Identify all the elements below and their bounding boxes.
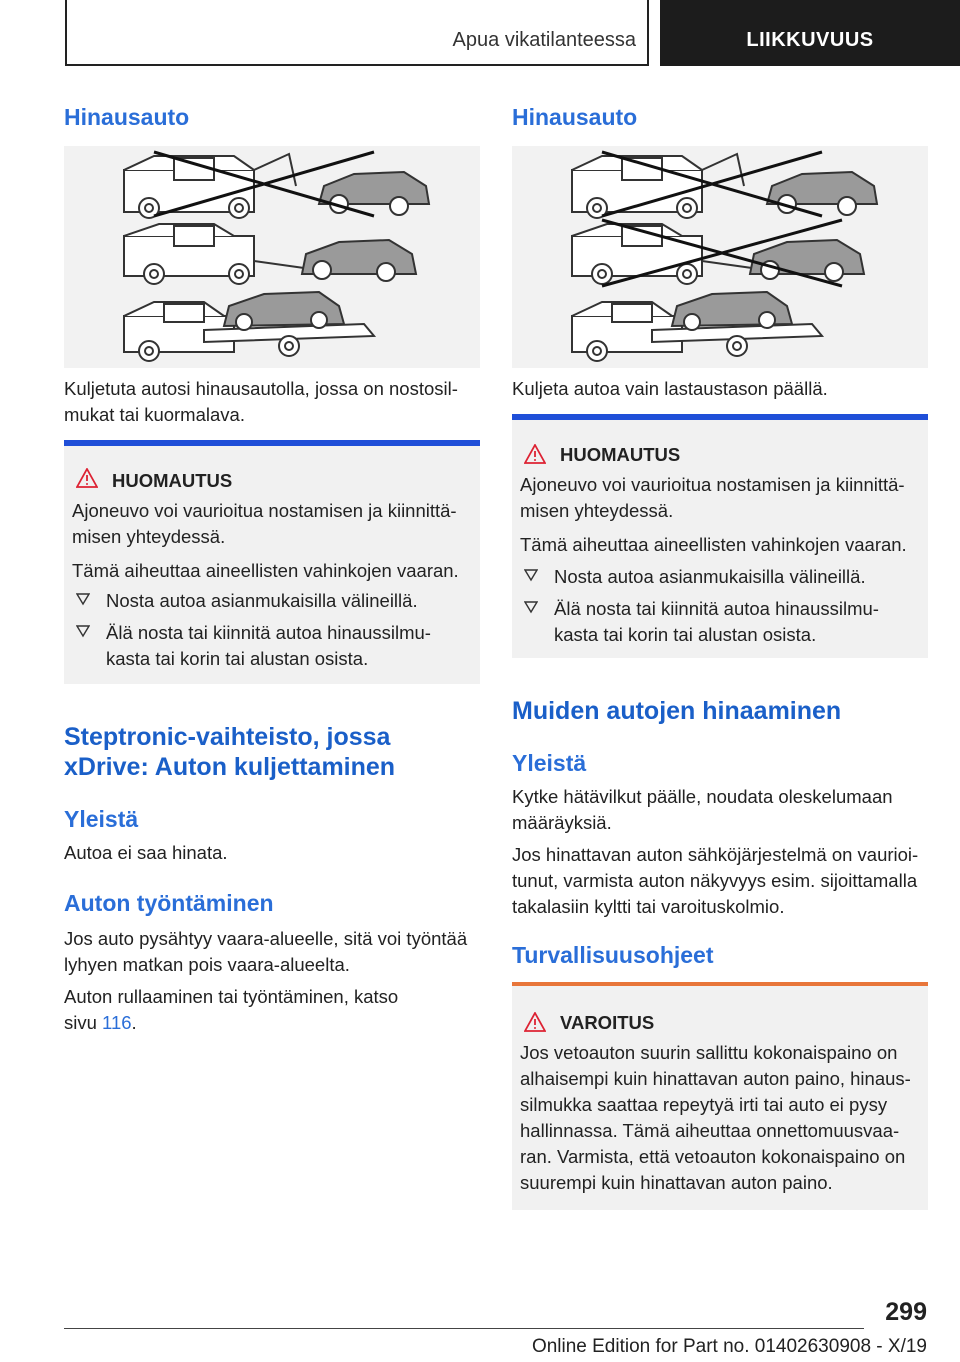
right-general-p2-line1: Jos hinattavan auton sähköjärjestelmä on vaurioi- bbox=[512, 844, 919, 865]
right-warning-box bbox=[512, 982, 928, 1210]
left-general-heading: Yleistä bbox=[64, 806, 139, 832]
warning-text bbox=[520, 1040, 918, 1196]
notice-text-1 bbox=[72, 498, 470, 550]
warning-line2: alhaisempi kuin hinattavan auton paino, hinaus- bbox=[520, 1068, 911, 1089]
left-push-p2-end: . bbox=[131, 1012, 137, 1033]
warning-line1: Jos vetoauton suurin sallittu kokonaispaino on bbox=[520, 1042, 898, 1063]
notice-bullet-1-text: Nosta autoa asianmukaisilla välineillä. bbox=[554, 566, 866, 587]
notice-bullet-2-line1: Älä nosta tai kiinnitä autoa hinaussilmu- bbox=[106, 622, 431, 643]
right-safety-heading: Turvallisuusohjeet bbox=[512, 942, 714, 968]
left-section-title bbox=[64, 722, 480, 782]
right-general-paragraph-1 bbox=[512, 784, 928, 836]
footer-rule bbox=[64, 1328, 864, 1329]
warning-bar bbox=[512, 982, 928, 986]
left-heading-tow-truck: Hinausauto bbox=[64, 104, 190, 130]
tow-truck-illustration bbox=[64, 146, 480, 368]
notice-text-1-line2: misen yhteydessä. bbox=[72, 526, 226, 547]
bullet-triangle-icon bbox=[76, 592, 90, 606]
left-push-heading: Auton työntäminen bbox=[64, 890, 274, 916]
warning-triangle-icon bbox=[524, 444, 546, 464]
notice-title: HUOMAUTUS bbox=[112, 470, 233, 491]
right-section-title: Muiden autojen hinaaminen bbox=[512, 697, 842, 725]
right-general-p2-line3: takalasiin kyltti tai varoituskolmio. bbox=[512, 896, 785, 917]
left-push-p2-sivu: sivu bbox=[64, 1012, 97, 1033]
bullet-triangle-icon bbox=[76, 624, 90, 638]
edition-footer: Online Edition for Part no. 01402630908 - X/19 bbox=[531, 1336, 927, 1357]
right-notice-box bbox=[512, 414, 928, 658]
header-chapter-tab[interactable]: LIIKKUVUUS bbox=[660, 0, 960, 66]
warning-line6: suurempi kuin hinattavan auton paino. bbox=[520, 1172, 833, 1193]
bullet-triangle-icon bbox=[524, 568, 538, 582]
left-push-p1-line2: lyhyen matkan pois vaara-alueelta. bbox=[64, 954, 350, 975]
header-section-title: Apua vikatilanteessa bbox=[452, 29, 636, 51]
left-push-paragraph-2 bbox=[64, 984, 480, 1036]
left-push-p2-line2 bbox=[64, 1010, 480, 1036]
left-caption-line1: Kuljetuta autosi hinausautolla, jossa on nostosil- bbox=[64, 378, 458, 399]
left-notice-box bbox=[64, 440, 480, 684]
left-caption-line2: mukat tai kuormalava. bbox=[64, 404, 245, 425]
tow-truck-illustration bbox=[512, 146, 928, 368]
header-border-right bbox=[647, 0, 649, 66]
right-caption: Kuljeta autoa vain lastaustason päällä. bbox=[512, 378, 828, 399]
notice-bullet-2-text bbox=[106, 620, 470, 672]
warning-line4: hallinnassa. Tämä aiheuttaa onnettomuusvaa- bbox=[520, 1120, 900, 1141]
warning-triangle-icon bbox=[524, 1012, 546, 1032]
warning-line3: silmukka saattaa repeytyä irti tai auto ei pysy bbox=[520, 1094, 888, 1115]
page-reference-link[interactable]: 116 bbox=[102, 1012, 132, 1033]
notice-text-2: Tämä aiheuttaa aineellisten vahinkojen vaaran. bbox=[520, 534, 907, 555]
notice-text-1-line1: Ajoneuvo voi vaurioitua nostamisen ja kiinnittä- bbox=[520, 474, 905, 495]
warning-line5: ran. Varmista, että vetoauton kokonaispaino on bbox=[520, 1146, 906, 1167]
notice-bar bbox=[64, 440, 480, 446]
notice-title: HUOMAUTUS bbox=[560, 444, 681, 465]
left-general-text: Autoa ei saa hinata. bbox=[64, 842, 228, 863]
right-tow-truck-figure bbox=[512, 146, 928, 368]
left-push-paragraph-1 bbox=[64, 926, 480, 978]
right-general-p1-line1: Kytke hätävilkut päälle, noudata oleskelumaan bbox=[512, 786, 893, 807]
notice-text-1-line2: misen yhteydessä. bbox=[520, 500, 674, 521]
notice-text-1-line1: Ajoneuvo voi vaurioitua nostamisen ja kiinnittä- bbox=[72, 500, 457, 521]
left-section-title-line1: Steptronic-vaihteisto, jossa bbox=[64, 723, 391, 751]
right-general-heading: Yleistä bbox=[512, 750, 587, 776]
left-caption bbox=[64, 376, 480, 428]
right-general-p1-line2: määräyksiä. bbox=[512, 812, 612, 833]
notice-bullet-2-line2: kasta tai korin tai alustan osista. bbox=[106, 648, 369, 669]
notice-bar bbox=[512, 414, 928, 420]
warning-triangle-icon bbox=[76, 468, 98, 488]
left-section-title-line2: xDrive: Auton kuljettaminen bbox=[64, 753, 396, 781]
right-general-p2-line2: tunut, varmista auton näkyvyys esim. sijoittamalla bbox=[512, 870, 918, 891]
bullet-triangle-icon bbox=[524, 600, 538, 614]
notice-bullet-1-text: Nosta autoa asianmukaisilla välineillä. bbox=[106, 590, 418, 611]
left-push-p1-line1: Jos auto pysähtyy vaara-alueelle, sitä voi työntää bbox=[64, 928, 468, 949]
right-general-paragraph-2 bbox=[512, 842, 928, 920]
header-border-left bbox=[65, 0, 67, 66]
warning-title: VAROITUS bbox=[560, 1012, 655, 1033]
right-heading-tow-truck: Hinausauto bbox=[512, 104, 638, 130]
notice-text-1 bbox=[520, 472, 918, 524]
header-rule bbox=[65, 64, 649, 66]
notice-bullet-2-text bbox=[554, 596, 918, 648]
left-push-p2-line1: Auton rullaaminen tai työntäminen, katso bbox=[64, 986, 399, 1007]
page-number: 299 bbox=[885, 1298, 927, 1326]
left-tow-truck-figure bbox=[64, 146, 480, 368]
notice-bullet-2-line1: Älä nosta tai kiinnitä autoa hinaussilmu- bbox=[554, 598, 879, 619]
notice-bullet-2-line2: kasta tai korin tai alustan osista. bbox=[554, 624, 817, 645]
notice-text-2: Tämä aiheuttaa aineellisten vahinkojen vaaran. bbox=[72, 560, 459, 581]
